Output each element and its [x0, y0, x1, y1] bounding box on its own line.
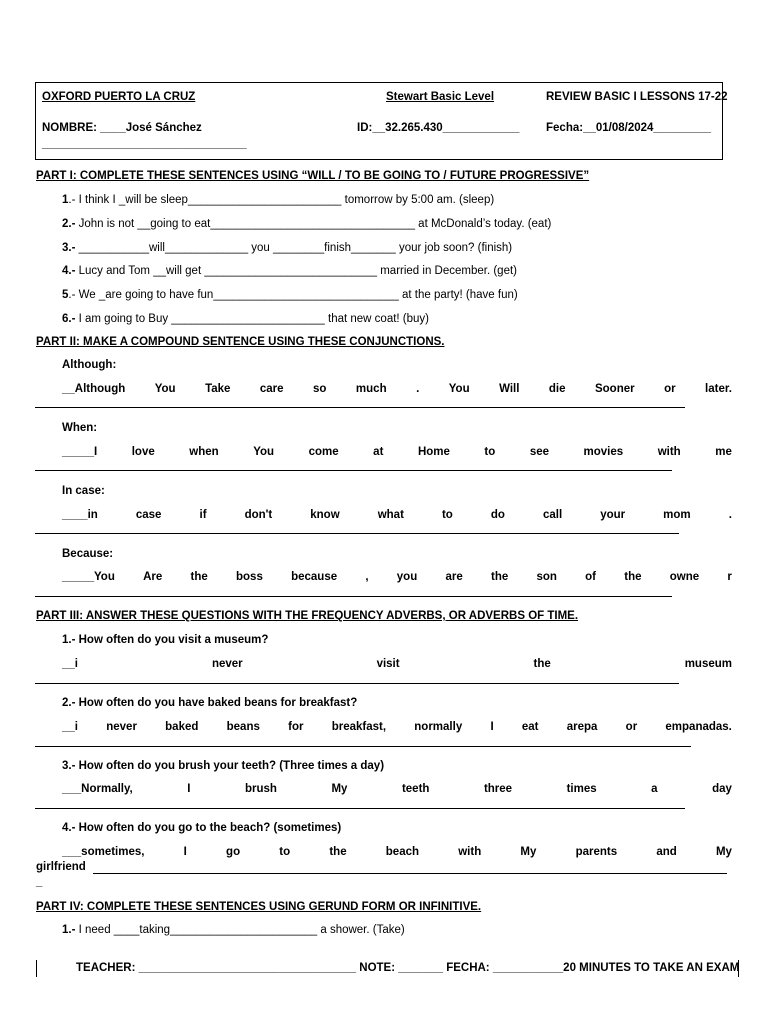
- answer-line: [35, 407, 685, 408]
- answer-word: call: [542, 509, 563, 521]
- answer-word: later.: [705, 383, 732, 395]
- footer-left-bar: [36, 960, 37, 977]
- answer-word: you: [396, 571, 418, 583]
- answer-word: never: [106, 721, 137, 733]
- answer-word: Sooner: [594, 383, 635, 395]
- answer-word: ,: [365, 571, 369, 583]
- answer-word: My: [715, 846, 732, 858]
- answer-word: owne: [669, 571, 700, 583]
- answer-word: die: [548, 383, 566, 395]
- answer-word: mom: [663, 509, 691, 521]
- review-title: REVIEW BASIC I LESSONS 17-22: [546, 91, 728, 103]
- answer-word: and: [656, 846, 677, 858]
- answer-word: You: [154, 383, 176, 395]
- answer-word: to: [484, 446, 496, 458]
- answer-word: My: [520, 846, 537, 858]
- answer-tail: _: [36, 876, 43, 888]
- school-name: OXFORD PUERTO LA CRUZ: [42, 91, 196, 103]
- part4-title: PART IV: COMPLETE THESE SENTENCES USING GERUND FORM OR INFINITIVE.: [36, 901, 482, 913]
- answer-word: care: [259, 383, 284, 395]
- answer-word: ___sometimes,: [62, 846, 145, 858]
- answer-line: [35, 533, 679, 534]
- answer-word: Are: [143, 571, 163, 583]
- answer-word: __Although: [62, 383, 126, 395]
- answer-row: [62, 658, 732, 670]
- answer-word: movies: [583, 446, 624, 458]
- answer-word: the: [329, 846, 347, 858]
- answer-word: ____in: [62, 509, 98, 521]
- question: 2.- How often do you have baked beans for breakfast?: [62, 697, 358, 709]
- answer-word: for: [288, 721, 304, 733]
- answer-word: your: [600, 509, 626, 521]
- name-underline: ________________________________: [42, 138, 247, 150]
- answer-word: three: [483, 783, 513, 795]
- answer-word: if: [199, 509, 207, 521]
- answer-continuation: girlfriend: [36, 861, 86, 873]
- part1-title: PART I: COMPLETE THESE SENTENCES USING “WILL / TO BE GOING TO / FUTURE PROGRESSIVE”: [36, 170, 590, 182]
- answer-word: arepa: [566, 721, 598, 733]
- answer-word: beach: [385, 846, 420, 858]
- answer-word: a: [651, 783, 658, 795]
- answer-line: [35, 808, 685, 809]
- answer-word: the: [533, 658, 551, 670]
- answer-word: normally: [414, 721, 463, 733]
- answer-word: are: [445, 571, 463, 583]
- footer-text: TEACHER: __________________________________ NOTE: _______ FECHA: ___________20 MINUTES TO TAKE AN EXAM: [76, 962, 740, 974]
- student-id-field: ID:__32.265.430____________: [357, 122, 520, 134]
- answer-word: times: [566, 783, 597, 795]
- part4-sentence: 1.- I need ____taking_______________________ a shower. (Take): [62, 924, 405, 936]
- answer-word: what: [377, 509, 404, 521]
- part1-sentence: 6.- I am going to Buy ________________________ that new coat! (buy): [62, 313, 429, 325]
- part1-sentence: 1.- I think I _will be sleep________________________ tomorrow by 5:00 am. (sleep): [62, 194, 495, 206]
- answer-word: to: [441, 509, 453, 521]
- answer-word: teeth: [401, 783, 430, 795]
- answer-row: [62, 509, 732, 521]
- answer-word: You: [253, 446, 275, 458]
- answer-word: _____You: [62, 571, 115, 583]
- header-box: [35, 82, 728, 160]
- answer-word: the: [190, 571, 208, 583]
- answer-line: [35, 596, 672, 597]
- answer-word: Will: [499, 383, 520, 395]
- answer-word: .: [728, 509, 732, 521]
- answer-word: beans: [226, 721, 260, 733]
- answer-word: know: [310, 509, 340, 521]
- student-name-field: NOMBRE: ____José Sánchez: [42, 122, 202, 134]
- answer-line: [93, 873, 727, 874]
- answer-word: with: [458, 846, 482, 858]
- answer-word: __i: [62, 658, 78, 670]
- answer-word: at: [373, 446, 384, 458]
- answer-word: I: [187, 783, 191, 795]
- answer-word: __i: [62, 721, 78, 733]
- answer-word: never: [211, 658, 243, 670]
- answer-row: [62, 383, 732, 395]
- answer-row: [62, 846, 732, 858]
- answer-word: the: [490, 571, 509, 583]
- answer-word: ___Normally,: [62, 783, 133, 795]
- answer-line: [35, 746, 691, 747]
- part1-sentence: 5.- We _are going to have fun_____________________________ at the party! (have fun): [62, 289, 518, 301]
- answer-word: much: [355, 383, 387, 395]
- part3-title: PART III: ANSWER THESE QUESTIONS WITH THE FREQUENCY ADVERBS, OR ADVERBS OF TIME.: [36, 610, 579, 622]
- footer: [36, 960, 740, 980]
- conjunction-label: When:: [62, 422, 98, 434]
- answer-line: [35, 470, 672, 471]
- answer-word: do: [490, 509, 505, 521]
- answer-word: see: [529, 446, 549, 458]
- answer-word: because: [291, 571, 338, 583]
- answer-word: Take: [205, 383, 231, 395]
- answer-word: of: [585, 571, 597, 583]
- answer-word: day: [712, 783, 732, 795]
- conjunction-label: Although:: [62, 359, 117, 371]
- answer-word: visit: [376, 658, 400, 670]
- answer-word: go: [226, 846, 241, 858]
- answer-word: museum: [684, 658, 732, 670]
- answer-word: so: [313, 383, 327, 395]
- part1-sentence: 2.- John is not __going to eat________________________________ at McDonald’s today. (eat): [62, 218, 552, 230]
- answer-word: the: [624, 571, 642, 583]
- answer-row: [62, 446, 732, 458]
- answer-word: _____I: [62, 446, 98, 458]
- answer-word: with: [657, 446, 681, 458]
- answer-word: r: [727, 571, 732, 583]
- answer-word: don't: [244, 509, 273, 521]
- answer-word: baked: [165, 721, 199, 733]
- answer-row: [62, 571, 732, 583]
- answer-word: or: [664, 383, 676, 395]
- answer-word: case: [135, 509, 162, 521]
- date-field: Fecha:__01/08/2024_________: [546, 122, 711, 134]
- answer-word: empanadas.: [665, 721, 732, 733]
- conjunction-label: Because:: [62, 548, 114, 560]
- answer-word: I: [490, 721, 494, 733]
- footer-right-bar: [738, 960, 739, 977]
- question: 4.- How often do you go to the beach? (sometimes): [62, 822, 342, 834]
- part1-sentence: 4.- Lucy and Tom __will get ___________________________ married in December. (get): [62, 265, 517, 277]
- question: 3.- How often do you brush your teeth? (Three times a day): [62, 760, 385, 772]
- answer-word: or: [625, 721, 638, 733]
- answer-word: when: [189, 446, 219, 458]
- answer-line: [35, 683, 679, 684]
- answer-word: me: [715, 446, 732, 458]
- answer-word: eat: [521, 721, 539, 733]
- answer-row: [62, 721, 732, 733]
- part1-sentence: 3.- ___________will_____________ you ________finish_______ your job soon? (finish): [62, 242, 513, 254]
- answer-word: boss: [236, 571, 263, 583]
- answer-word: My: [331, 783, 348, 795]
- answer-word: come: [308, 446, 339, 458]
- answer-word: to: [279, 846, 291, 858]
- answer-row: [62, 783, 732, 795]
- answer-word: .: [416, 383, 420, 395]
- answer-word: love: [131, 446, 155, 458]
- part2-title: PART II: MAKE A COMPOUND SENTENCE USING THESE CONJUNCTIONS.: [36, 336, 445, 348]
- answer-word: brush: [244, 783, 277, 795]
- conjunction-label: In case:: [62, 485, 105, 497]
- answer-word: breakfast,: [331, 721, 387, 733]
- course-level: Stewart Basic Level: [386, 91, 495, 103]
- answer-word: son: [536, 571, 557, 583]
- answer-word: I: [183, 846, 187, 858]
- answer-word: Home: [417, 446, 450, 458]
- answer-word: parents: [575, 846, 618, 858]
- answer-word: You: [448, 383, 470, 395]
- question: 1.- How often do you visit a museum?: [62, 634, 269, 646]
